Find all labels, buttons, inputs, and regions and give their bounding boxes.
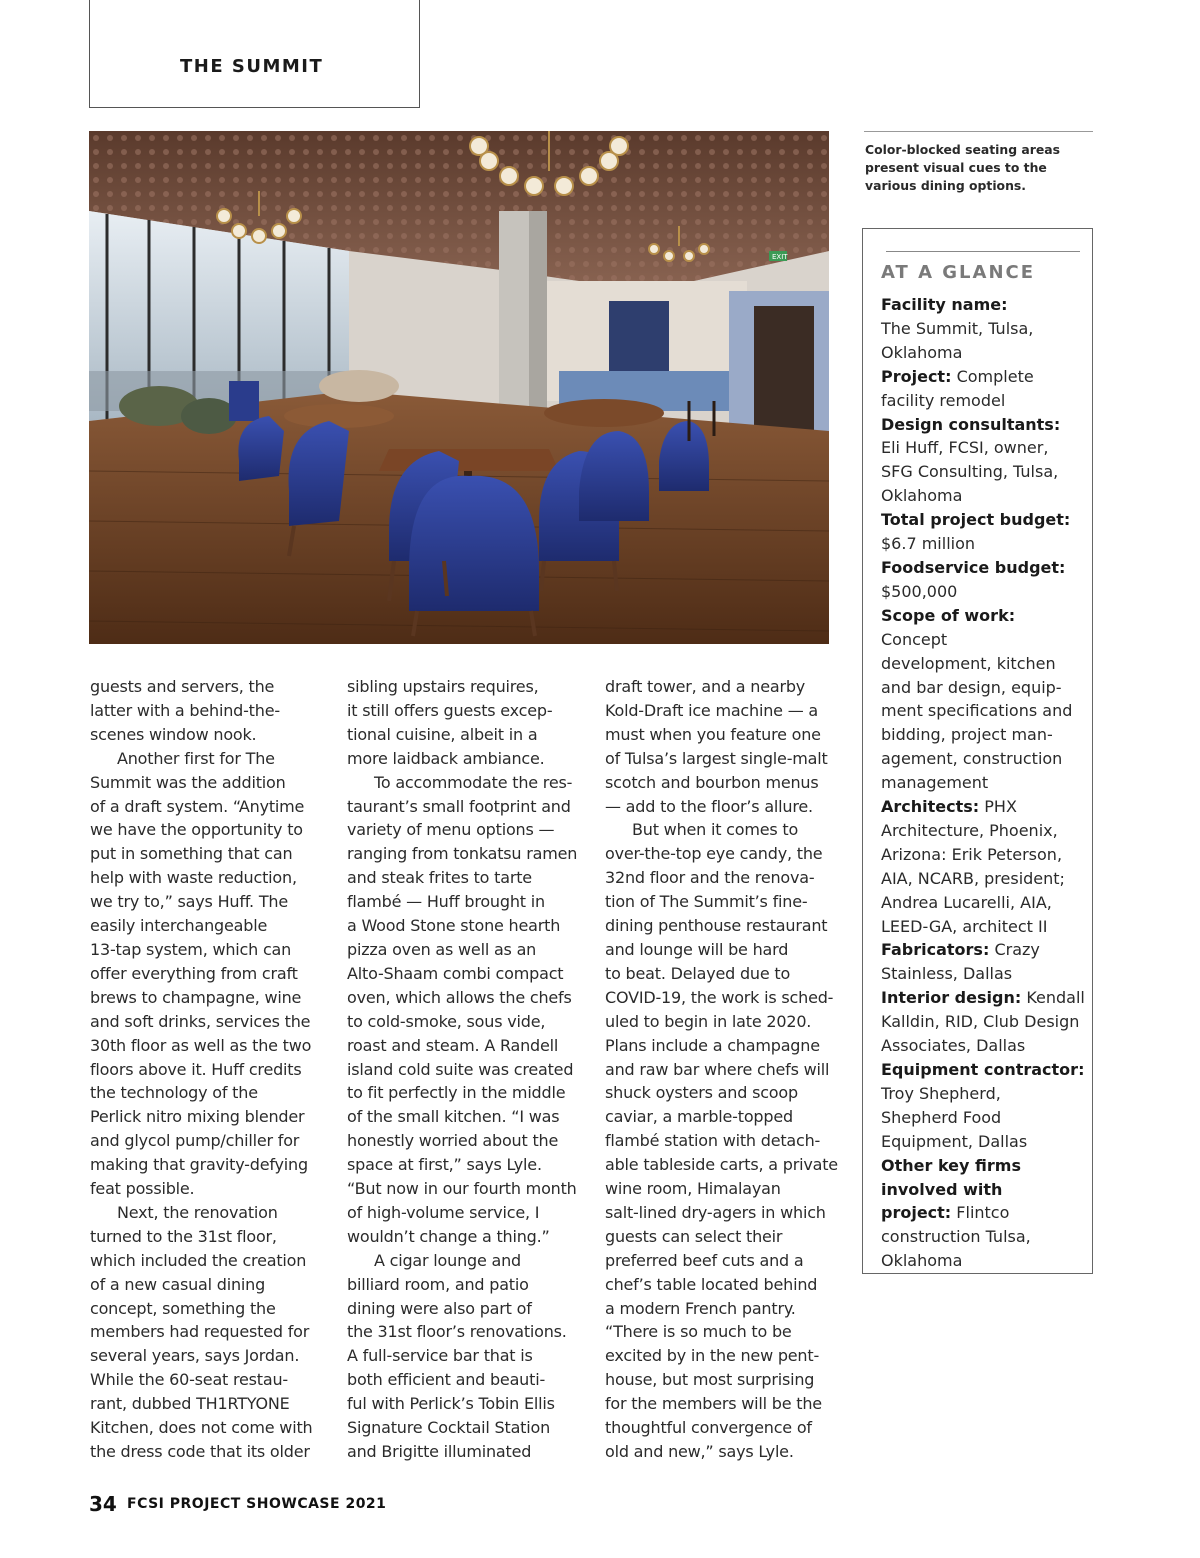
body-text-line: taurant’s small footprint and: [347, 796, 571, 816]
body-text-line: — add to the floor’s allure.: [605, 796, 813, 816]
body-column-1: [90, 675, 325, 1464]
body-text-line: of a draft system. “Anytime: [90, 796, 305, 816]
glance-value: Stainless, Dallas: [881, 964, 1013, 984]
restaurant-interior-illustration: [89, 131, 829, 644]
glance-value: Equipment, Dallas: [881, 1131, 1028, 1151]
glance-entry: [881, 365, 1086, 413]
glance-value: Flintco: [956, 1203, 1010, 1223]
body-text-line: a Wood Stone stone hearth: [347, 916, 561, 936]
body-text-line: rant, dubbed TH1RTYONE: [90, 1394, 290, 1414]
body-text-line: caviar, a marble-topped: [605, 1107, 793, 1127]
body-text-line: members had requested for: [90, 1322, 310, 1342]
body-column-2: [347, 675, 582, 1464]
body-text-line: variety of menu options —: [347, 820, 555, 840]
body-text-line: preferred beef cuts and a: [605, 1250, 804, 1270]
body-text-line: pizza oven as well as an: [347, 939, 537, 959]
body-text-line: dining penthouse restaurant: [605, 916, 828, 936]
glance-value: $6.7 million: [881, 534, 976, 554]
body-text-line: scotch and bourbon menus: [605, 772, 819, 792]
glance-label: Design consultants:: [881, 414, 1061, 434]
glance-label: Foodservice budget:: [881, 557, 1066, 577]
body-text-line: salt-lined dry-agers in which: [605, 1202, 826, 1222]
body-text-line: offer everything from craft: [90, 963, 298, 983]
body-text-line: both efficient and beauti-: [347, 1370, 546, 1390]
body-text-line: and raw bar where chefs will: [605, 1059, 830, 1079]
glance-value: AIA, NCARB, president;: [881, 868, 1065, 888]
caption-rule: [864, 131, 1093, 132]
glance-value: ment specifications and: [881, 701, 1073, 721]
glance-value: Shepherd Food: [881, 1107, 1002, 1127]
body-text-line: 32nd floor and the renova-: [605, 868, 815, 888]
glance-label: Equipment contractor:: [881, 1060, 1085, 1079]
glance-value: Crazy: [994, 940, 1040, 960]
glance-value: Concept: [881, 629, 948, 649]
glance-value: Architecture, Phoenix,: [881, 820, 1058, 840]
glance-entry: [881, 938, 1086, 986]
body-text-line: able tableside carts, a private: [605, 1155, 838, 1175]
body-text-line: we have the opportunity to: [90, 820, 303, 840]
body-text-line: to cold-smoke, sous vide,: [347, 1011, 546, 1031]
glance-entry: [881, 986, 1086, 1058]
glance-value: The Summit, Tulsa,: [881, 318, 1034, 338]
body-text-line: wouldn’t change a thing.”: [347, 1226, 550, 1246]
body-text-line: billiard room, and patio: [347, 1274, 529, 1294]
body-text-line: uled to begin in late 2020.: [605, 1011, 812, 1031]
glance-label: Facility name:: [881, 295, 1008, 314]
body-column-3: [605, 675, 840, 1464]
body-text-line: Perlick nitro mixing blender: [90, 1107, 305, 1127]
body-text-line: excited by in the new pent-: [605, 1346, 820, 1366]
body-text-line: of a new casual dining: [90, 1274, 266, 1294]
exit-sign: EXIT: [772, 253, 788, 261]
glance-label: Other key firms: [881, 1155, 1021, 1175]
body-text-line: and lounge will be hard: [605, 939, 789, 959]
section-title: THE SUMMIT: [180, 56, 324, 77]
glance-entry: [881, 795, 1086, 938]
body-text-line: more laidback ambiance.: [347, 748, 545, 768]
glance-value: Eli Huff, FCSI, owner,: [881, 438, 1049, 458]
body-text-line: house, but most surprising: [605, 1370, 815, 1390]
body-text-line: 30th floor as well as the two: [90, 1035, 312, 1055]
body-text-line: of high-volume service, I: [347, 1202, 540, 1222]
body-text-line: sibling upstairs requires,: [347, 677, 539, 696]
body-text-line: and soft drinks, services the: [90, 1011, 311, 1031]
glance-entries: [881, 293, 1086, 1273]
body-text-line: Signature Cocktail Station: [347, 1418, 551, 1438]
body-text-line: tional cuisine, albeit in a: [347, 724, 538, 744]
body-text-line: and Brigitte illuminated: [347, 1442, 532, 1461]
glance-label: Architects:: [881, 797, 980, 817]
glance-value: Kalldin, RID, Club Design: [881, 1012, 1080, 1032]
body-text-line: guests and servers, the: [90, 677, 275, 696]
body-text-line: Summit was the addition: [90, 772, 286, 792]
body-text-line: and steak frites to tarte: [347, 868, 532, 888]
glance-label: Fabricators:: [881, 940, 990, 960]
body-text-line: 13-tap system, which can: [90, 939, 292, 959]
body-text-line: we try to,” says Huff. The: [90, 892, 288, 912]
body-text-line: easily interchangeable: [90, 916, 268, 936]
body-text-line: it still offers guests excep-: [347, 700, 553, 720]
body-text-line: ranging from tonkatsu ramen: [347, 844, 578, 864]
body-text-line: help with waste reduction,: [90, 868, 297, 888]
body-text-line: old and new,” says Lyle.: [605, 1442, 794, 1461]
body-text-line: space at first,” says Lyle.: [347, 1155, 542, 1175]
body-text-line: over-the-top eye candy, the: [605, 844, 823, 864]
glance-value: construction Tulsa,: [881, 1227, 1031, 1247]
glance-label: project:: [881, 1203, 952, 1223]
body-text-line: “But now in our fourth month: [347, 1179, 577, 1199]
glance-value: Arizona: Erik Peterson,: [881, 844, 1063, 864]
body-text-line: To accommodate the res-: [374, 772, 573, 792]
glance-entry: [881, 604, 1086, 795]
body-text-line: Plans include a champagne: [605, 1035, 820, 1055]
body-text-line: and glycol pump/chiller for: [90, 1131, 300, 1151]
body-text-line: draft tower, and a nearby: [605, 677, 806, 696]
glance-label: involved with: [881, 1179, 1003, 1199]
body-text-line: honestly worried about the: [347, 1131, 559, 1151]
body-text-line: to fit perfectly in the middle: [347, 1083, 566, 1103]
body-text-line: floors above it. Huff credits: [90, 1059, 302, 1079]
at-a-glance-box: [862, 228, 1093, 1274]
body-text-line: shuck oysters and scoop: [605, 1083, 798, 1103]
glance-title: AT A GLANCE: [881, 262, 1036, 283]
glance-value: bidding, project man-: [881, 725, 1053, 745]
glance-value: and bar design, equip-: [881, 677, 1062, 697]
glance-value: development, kitchen: [881, 653, 1056, 673]
body-text-line: tion of The Summit’s fine-: [605, 892, 808, 912]
glance-label: Interior design:: [881, 988, 1022, 1008]
body-text-line: the 31st floor’s renovations.: [347, 1322, 567, 1342]
section-header-box: [89, 0, 420, 108]
glance-value: Complete: [956, 366, 1034, 386]
body-text-line: turned to the 31st floor,: [90, 1226, 277, 1246]
glance-entry: [881, 556, 1086, 604]
body-text-line: Kitchen, does not come with: [90, 1418, 313, 1438]
glance-entry: [881, 1058, 1086, 1154]
body-text-line: roast and steam. A Randell: [347, 1035, 559, 1055]
glance-value: management: [881, 773, 989, 793]
body-text-line: A cigar lounge and: [374, 1250, 522, 1270]
body-text-line: wine room, Himalayan: [605, 1179, 781, 1199]
glance-value: Andrea Lucarelli, AIA,: [881, 892, 1052, 912]
glance-label: Scope of work:: [881, 605, 1016, 625]
glance-value: Troy Shepherd,: [881, 1083, 1001, 1103]
body-text-line: Alto-Shaam combi compact: [347, 963, 564, 983]
glance-label: Project:: [881, 366, 952, 386]
body-text-line: oven, which allows the chefs: [347, 987, 572, 1007]
body-text-line: While the 60-seat restau-: [90, 1370, 289, 1390]
glance-value: Oklahoma: [881, 1251, 963, 1271]
body-text-line: COVID-19, the work is sched-: [605, 987, 834, 1007]
glance-entry: [881, 413, 1086, 509]
body-text-line: the technology of the: [90, 1083, 258, 1103]
body-text-line: feat possible.: [90, 1179, 195, 1199]
body-text-line: of Tulsa’s largest single-malt: [605, 748, 828, 768]
glance-rule: [886, 251, 1080, 252]
body-text-line: of the small kitchen. “I was: [347, 1107, 560, 1127]
glance-value: SFG Consulting, Tulsa,: [881, 462, 1059, 482]
body-text-line: several years, says Jordan.: [90, 1346, 300, 1366]
body-text-line: Next, the renovation: [117, 1202, 278, 1222]
body-text-line: a modern French pantry.: [605, 1298, 796, 1318]
restaurant-photo: [89, 131, 829, 644]
body-text-line: Kold-Draft ice machine — a: [605, 700, 818, 720]
glance-value: Associates, Dallas: [881, 1036, 1026, 1056]
body-text-line: the dress code that its older: [90, 1442, 310, 1461]
body-text-line: making that gravity-defying: [90, 1155, 308, 1175]
body-text-line: put in something that can: [90, 844, 293, 864]
body-text-line: A full-service bar that is: [347, 1346, 533, 1366]
body-text-line: flambé — Huff brought in: [347, 892, 545, 912]
glance-value: Oklahoma: [881, 342, 963, 362]
body-text-line: “There is so much to be: [605, 1322, 792, 1342]
body-text-line: dining were also part of: [347, 1298, 532, 1318]
page-number: 34: [89, 1492, 117, 1516]
glance-label: Total project budget:: [881, 510, 1071, 530]
body-text-line: thoughtful convergence of: [605, 1418, 812, 1438]
body-text-line: Another first for The: [117, 748, 275, 768]
body-text-line: guests can select their: [605, 1226, 783, 1246]
glance-entry: [881, 1154, 1086, 1274]
glance-entry: [881, 293, 1086, 365]
publication-name: FCSI PROJECT SHOWCASE 2021: [127, 1496, 387, 1512]
glance-value: agement, construction: [881, 749, 1063, 769]
glance-value: facility remodel: [881, 390, 1006, 410]
body-text-line: brews to champagne, wine: [90, 987, 302, 1007]
body-text-line: which included the creation: [90, 1250, 307, 1270]
glance-value: Oklahoma: [881, 486, 963, 506]
body-text-line: for the members will be the: [605, 1394, 822, 1414]
body-text-line: to beat. Delayed due to: [605, 963, 791, 983]
body-text-line: ful with Perlick’s Tobin Ellis: [347, 1394, 555, 1414]
glance-entry: [881, 508, 1086, 556]
body-text-line: chef’s table located behind: [605, 1274, 818, 1294]
body-text-line: concept, something the: [90, 1298, 276, 1318]
body-text-line: flambé station with detach-: [605, 1131, 821, 1151]
glance-value: LEED-GA, architect II: [881, 916, 1048, 936]
body-text-line: latter with a behind-the-: [90, 700, 280, 720]
body-text-line: island cold suite was created: [347, 1059, 574, 1079]
glance-value: Kendall: [1026, 988, 1085, 1008]
glance-value: PHX: [984, 797, 1017, 817]
glance-value: $500,000: [881, 581, 958, 601]
body-text-line: But when it comes to: [632, 820, 799, 840]
body-text-line: scenes window nook.: [90, 724, 257, 744]
photo-caption: Color-blocked seating areas present visual cues to the various dining options.: [865, 142, 1061, 193]
body-text-line: must when you feature one: [605, 724, 821, 744]
